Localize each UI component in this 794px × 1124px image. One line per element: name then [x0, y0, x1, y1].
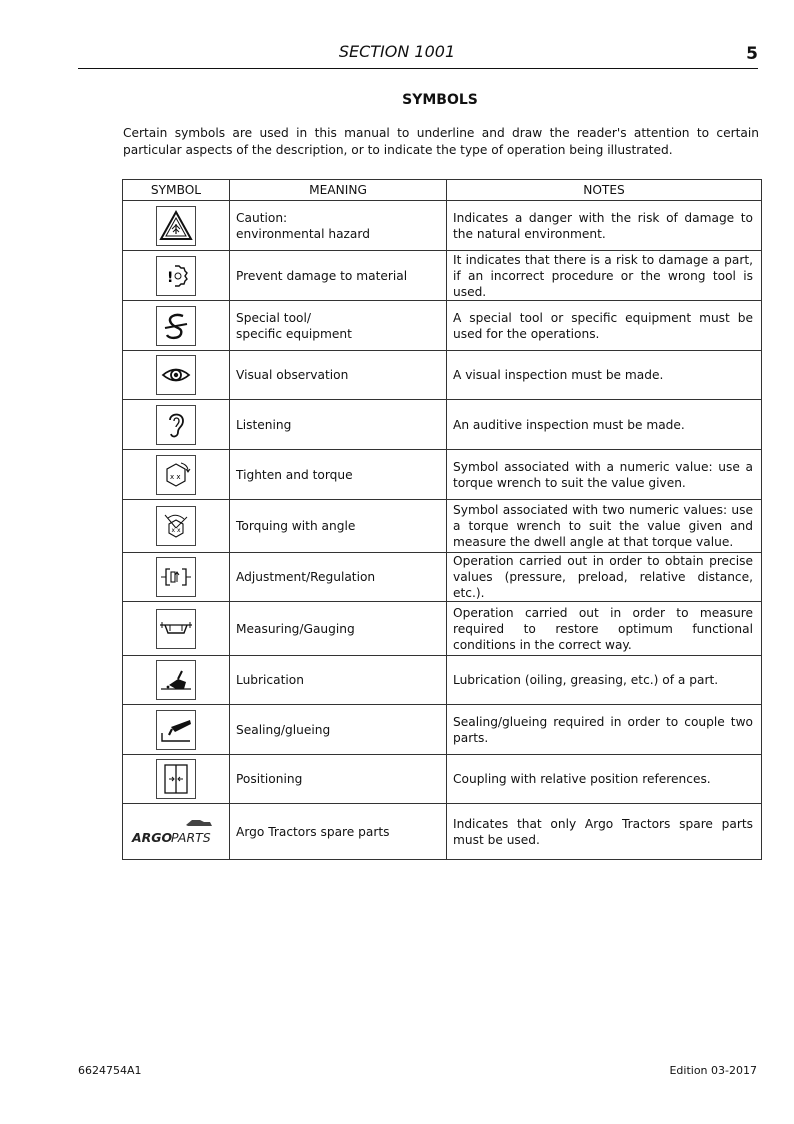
- table-row: [123, 705, 762, 755]
- notes-cell: Indicates that only Argo Tractors spare parts must be used.: [447, 804, 762, 860]
- ear-icon: [156, 405, 196, 445]
- notes-cell: A special tool or specific equipment must be used for the operations.: [447, 301, 762, 351]
- meaning-column-header: MEANING: [230, 180, 447, 201]
- meaning-cell: Listening: [230, 400, 447, 450]
- meaning-cell: Prevent damage to material: [230, 251, 447, 301]
- header-rule: [78, 68, 758, 69]
- meaning-cell: Positioning: [230, 755, 447, 804]
- symbol-cell: [123, 602, 230, 656]
- table-header-row: [123, 180, 762, 201]
- notes-cell: Symbol associated with two numeric values: use a torque wrench to suit the value given and measure the dwell angle at that torque value.: [447, 500, 762, 553]
- notes-cell: Operation carried out in order to obtain precise values (pressure, preload, relative distance, etc.).: [447, 553, 762, 602]
- notes-cell: Lubrication (oiling, greasing, etc.) of a part.: [447, 656, 762, 705]
- meaning-cell: Sealing/glueing: [230, 705, 447, 755]
- header-section-title: SECTION 1001: [338, 42, 456, 61]
- symbol-cell: [123, 251, 230, 301]
- adjustment-icon: [156, 557, 196, 597]
- symbol-cell: [123, 553, 230, 602]
- logo-parts-text: PARTS: [171, 829, 211, 845]
- table-row: [123, 400, 762, 450]
- notes-cell: A visual inspection must be made.: [447, 351, 762, 400]
- meaning-cell: Tighten and torque: [230, 450, 447, 500]
- table-row: [123, 755, 762, 804]
- footer-doc-number: 6624754A1: [78, 1064, 142, 1077]
- meaning-cell: Adjustment/Regulation: [230, 553, 447, 602]
- sealing-gun-icon: [156, 710, 196, 750]
- table-row: [123, 656, 762, 705]
- logo-argo-text: ARGO: [132, 829, 173, 845]
- notes-cell: Coupling with relative position references.: [447, 755, 762, 804]
- notes-cell: Sealing/glueing required in order to couple two parts.: [447, 705, 762, 755]
- symbols-table: [122, 179, 762, 860]
- symbol-cell: [123, 656, 230, 705]
- table-row: [123, 251, 762, 301]
- svg-text:x x: x x: [170, 472, 181, 481]
- notes-cell: An auditive inspection must be made.: [447, 400, 762, 450]
- meaning-cell: Torquing with angle: [230, 500, 447, 553]
- page-number: 5: [746, 44, 758, 64]
- meaning-cell: Measuring/Gauging: [230, 602, 447, 656]
- notes-column-header: NOTES: [447, 180, 762, 201]
- symbol-cell: [123, 450, 230, 500]
- page-title: SYMBOLS: [402, 92, 478, 108]
- eye-icon: [156, 355, 196, 395]
- symbol-cell: [123, 804, 230, 860]
- symbol-cell: [123, 755, 230, 804]
- material-damage-icon: [156, 256, 196, 296]
- footer-edition: Edition 03-2017: [669, 1064, 757, 1077]
- argoparts-logo: [130, 813, 222, 851]
- positioning-icon: [156, 759, 196, 799]
- table-row: [123, 450, 762, 500]
- notes-cell: It indicates that there is a risk to damage a part, if an incorrect procedure or the wrong tool is used.: [447, 251, 762, 301]
- symbol-cell: [123, 201, 230, 251]
- table-row: [123, 301, 762, 351]
- meaning-cell: Caution: environmental hazard: [230, 201, 447, 251]
- environmental-hazard-icon: [156, 206, 196, 246]
- intro-paragraph: Certain symbols are used in this manual to underline and draw the reader's attention to certain particular aspects of the description, or to indicate the type of operation being illustrated.: [123, 126, 759, 157]
- symbol-cell: [123, 400, 230, 450]
- symbol-column-header: SYMBOL: [123, 180, 230, 201]
- torque-icon: [156, 455, 196, 495]
- svg-text:!: !: [167, 269, 174, 286]
- special-tool-icon: [156, 306, 196, 346]
- table-row: [123, 602, 762, 656]
- meaning-cell: Visual observation: [230, 351, 447, 400]
- lubrication-icon: [156, 660, 196, 700]
- table-row: [123, 804, 762, 860]
- table-row: [123, 201, 762, 251]
- symbol-cell: [123, 500, 230, 553]
- measuring-icon: [156, 609, 196, 649]
- meaning-cell: Argo Tractors spare parts: [230, 804, 447, 860]
- symbol-cell: [123, 705, 230, 755]
- meaning-cell: Lubrication: [230, 656, 447, 705]
- meaning-cell: Special tool/ specific equipment: [230, 301, 447, 351]
- table-row: [123, 351, 762, 400]
- notes-cell: Operation carried out in order to measure required to restore optimum functional conditions in the correct way.: [447, 602, 762, 656]
- notes-cell: Symbol associated with a numeric value: use a torque wrench to suit the value given.: [447, 450, 762, 500]
- svg-text:x x: x x: [171, 527, 181, 534]
- table-row: [123, 500, 762, 553]
- symbol-cell: [123, 351, 230, 400]
- notes-cell: Indicates a danger with the risk of damage to the natural environment.: [447, 201, 762, 251]
- torque-angle-icon: [156, 506, 196, 546]
- symbol-cell: [123, 301, 230, 351]
- table-row: [123, 553, 762, 602]
